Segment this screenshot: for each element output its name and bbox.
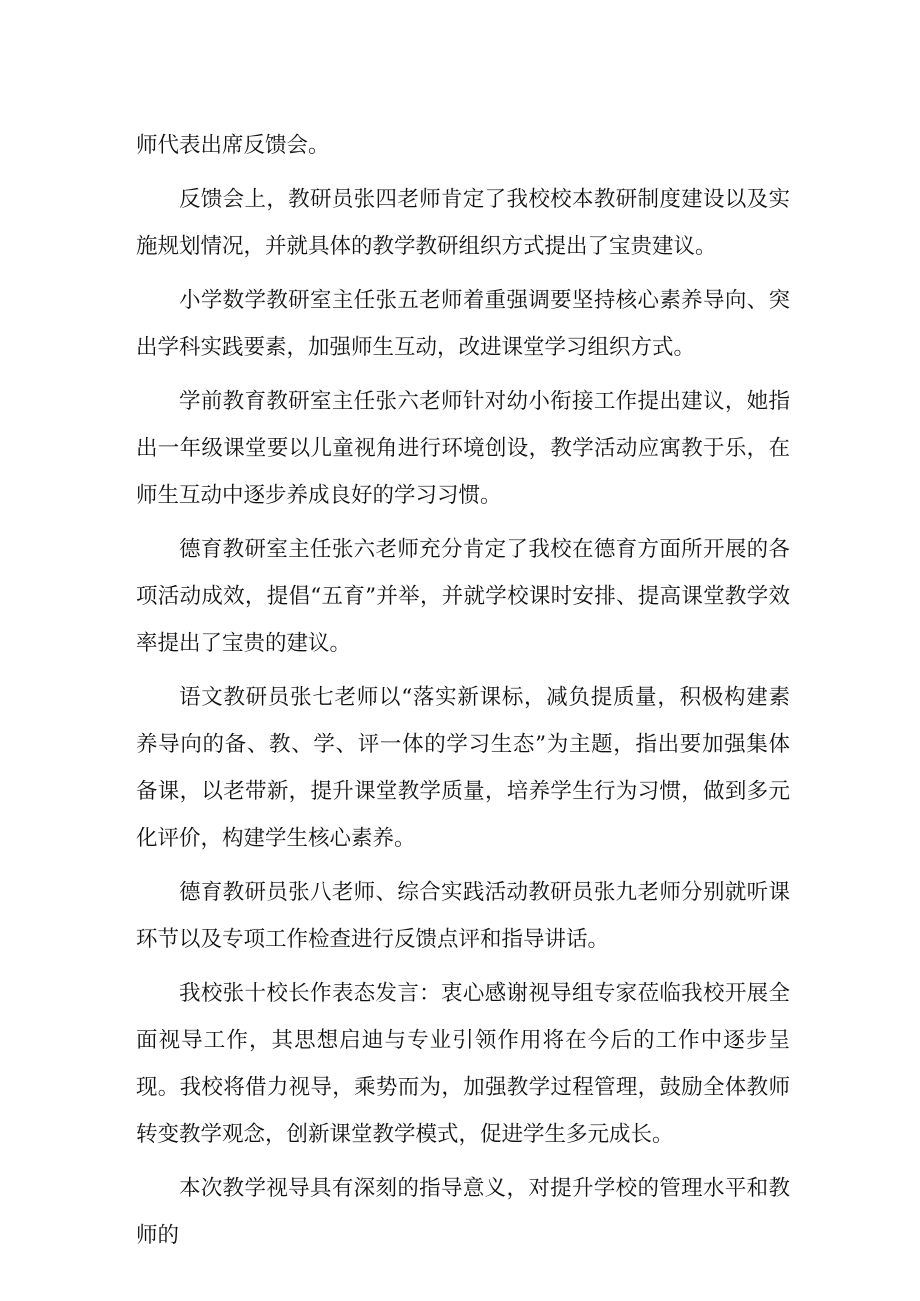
paragraph-math-director: 小学数学教研室主任张五老师着重强调要坚持核心素养导向、突出学科实践要素，加强师生互动，改进课堂学习组织方式。: [136, 288, 790, 360]
paragraph-feedback-meeting: 反馈会上，教研员张四老师肯定了我校校本教研制度建设以及实施规划情况，并就具体的教学教研组织方式提出了宝贵建议。: [136, 187, 790, 259]
paragraph-continuation: 师代表出席反馈会。: [136, 133, 330, 158]
paragraph-chinese-researcher: 语文教研员张七老师以“落实新课标，减负提质量，积极构建素养导向的备、教、学、评一体的学习生态”为主题，指出要加强集体备课，以老带新，提升课堂教学质量，培养学生行为习惯，做到多元化评价，构建学生核心素养。: [136, 685, 790, 851]
paragraph-moral-education-director: 德育教研室主任张六老师充分肯定了我校在德育方面所开展的各项活动成效，提倡“五育”并举，并就学校课时安排、提高课堂教学效率提出了宝贵的建议。: [136, 537, 790, 656]
paragraph-preschool-director: 学前教育教研室主任张六老师针对幼小衔接工作提出建议，她指出一年级课堂要以儿童视角进行环境创设，教学活动应寓教于乐，在师生互动中逐步养成良好的学习习惯。: [136, 389, 790, 508]
paragraph-conclusion: 本次教学视导具有深刻的指导意义，对提升学校的管理水平和教师的: [136, 1176, 790, 1248]
paragraph-moral-and-practice-researchers: 德育教研员张八老师、综合实践活动教研员张九老师分别就听课环节以及专项工作检查进行反馈点评和指导讲话。: [136, 880, 790, 952]
document-body: [136, 122, 790, 1266]
paragraph-principal-speech: 我校张十校长作表态发言：衷心感谢视导组专家莅临我校开展全面视导工作，其思想启迪与专业引领作用将在今后的工作中逐步呈现。我校将借力视导，乘势而为，加强教学过程管理，鼓励全体教师转变教学观念，创新课堂教学模式，促进学生多元成长。: [136, 981, 790, 1147]
